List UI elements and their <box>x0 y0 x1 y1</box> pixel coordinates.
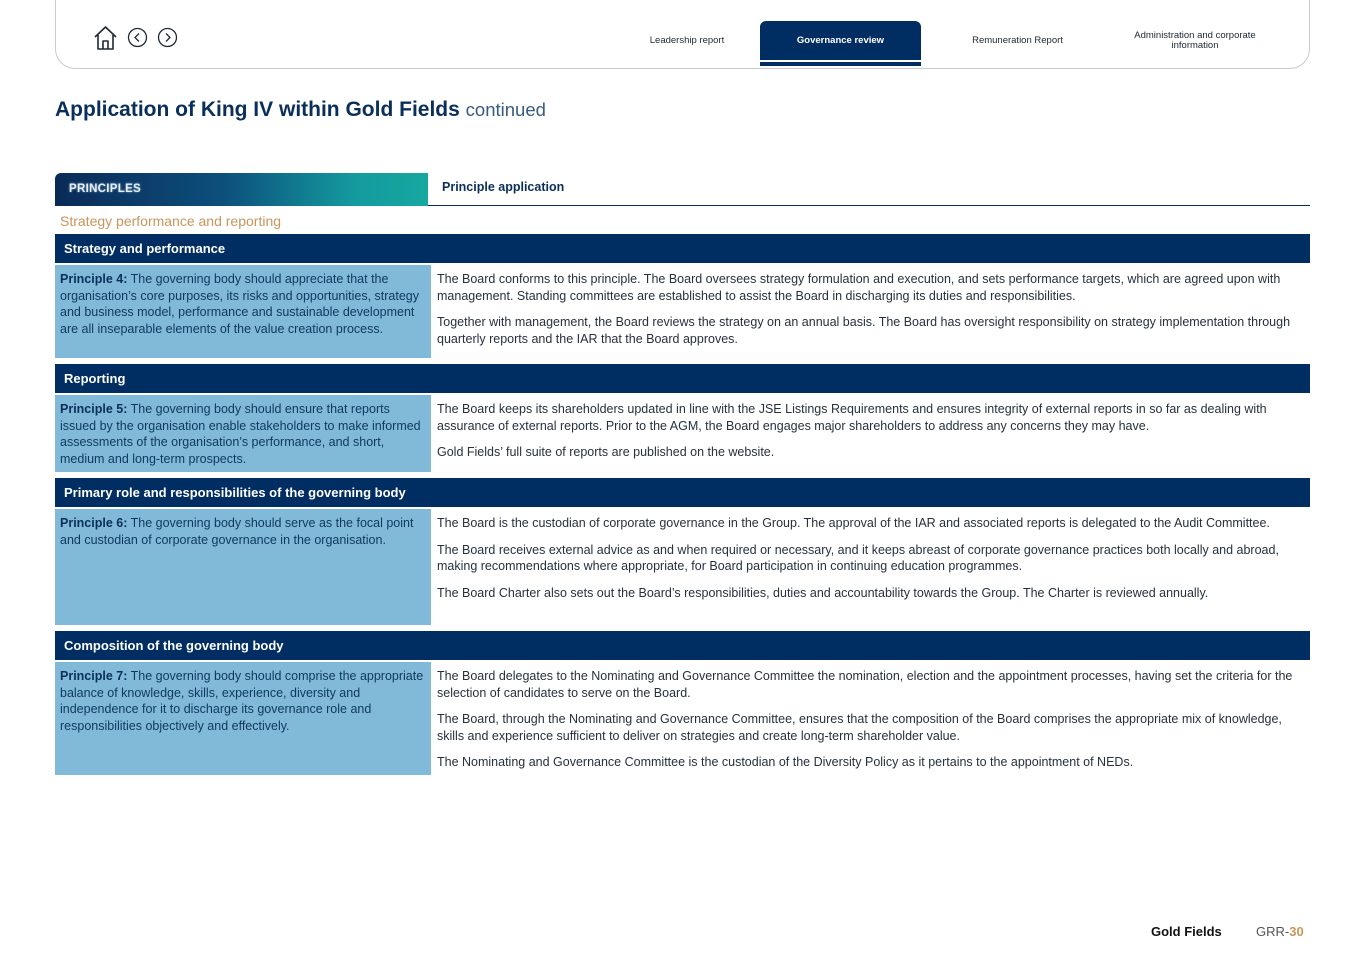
application-paragraph: Together with management, the Board reviews the strategy on an annual basis. The Board has oversight responsibility on strategy implementation through quarterly reports and the IAR that the Board approves. <box>437 315 1291 346</box>
principle-label: Principle 4: <box>60 272 128 286</box>
page-title-suffix: continued <box>465 99 546 120</box>
tab-remuneration-report[interactable]: Remuneration Report <box>972 34 1063 46</box>
principle-label: Principle 5: <box>60 402 128 416</box>
chevron-right-icon[interactable] <box>157 27 178 48</box>
page-prefix: GRR- <box>1256 924 1290 939</box>
group-band: Composition of the governing body <box>55 631 1310 660</box>
principles-header <box>55 173 428 206</box>
group-band: Primary role and responsibilities of the governing body <box>55 478 1310 507</box>
principles-header-label: PRINCIPLES <box>69 183 142 195</box>
application-paragraph: The Nominating and Governance Committee is the custodian of the Diversity Policy as it pertains to the appointment of NEDs. <box>437 755 1134 769</box>
application-paragraph: Gold Fields’ full suite of reports are published on the website. <box>437 445 775 459</box>
page-title-main: Application of King IV within Gold Fields <box>55 98 460 121</box>
group-band: Strategy and performance <box>55 234 1310 263</box>
application-paragraph: The Board delegates to the Nominating and Governance Committee the nomination, election and the appointment processes, having set the criteria for the selection of candidates to serve on the Board. <box>437 669 1293 700</box>
chevron-left-icon[interactable] <box>127 27 148 48</box>
page-title <box>55 98 546 122</box>
section-tabs <box>614 21 1276 66</box>
application-paragraph: The Board conforms to this principle. The Board oversees strategy formulation and execution, and sets performance targets, which are agreed upon with management. Standing committees are established to assist the Board in discharging its duties and responsibilities. <box>437 272 1281 303</box>
principle-text: The governing body should comprise the appropriate balance of knowledge, skills, experience, diversity and independence for it to discharge its governance role and responsibilities objectively and effectively. <box>60 669 424 733</box>
application-cell <box>437 668 1310 781</box>
application-cell <box>437 515 1310 611</box>
group-band: Reporting <box>55 364 1310 393</box>
section-title: Strategy performance and reporting <box>60 213 282 229</box>
principle-label: Principle 6: <box>60 516 128 530</box>
top-navigation <box>55 0 1310 69</box>
application-paragraph: The Board Charter also sets out the Board’s responsibilities, duties and accountability towards the Group. The Charter is reviewed annually. <box>437 585 1209 600</box>
principle-text: The governing body should serve as the focal point and custodian of corporate governance in the organisation. <box>60 516 414 547</box>
page-number <box>1256 924 1304 939</box>
application-paragraph: The Board, through the Nominating and Governance Committee, ensures that the composition of the Board comprises the appropriate mix of knowledge, skills and experience sufficient to deliver on strategies and create long-term shareholder value. <box>437 712 1282 743</box>
principle-application-header: Principle application <box>442 180 565 194</box>
tab-governance-review[interactable]: Governance review <box>760 21 921 60</box>
footer-brand: Gold Fields <box>1151 924 1222 939</box>
principle-label: Principle 7: <box>60 669 128 683</box>
principle-text: The governing body should appreciate that the organisation’s core purposes, its risks and opportunities, strategy and business model, performance and sustainable development are all inseparable elements of the value creation process. <box>60 272 419 336</box>
page-number-value: 30 <box>1289 924 1304 939</box>
principle-cell <box>55 509 431 625</box>
tab-leadership-report[interactable]: Leadership report <box>649 34 725 46</box>
principle-cell <box>55 265 431 358</box>
tab-administration-corporate-information[interactable]: Administration and corporate information <box>1134 29 1256 51</box>
application-paragraph: The Board receives external advice as and when required or necessary, and it keeps abreast of corporate governance practices both locally and abroad, making recommendations where appropriate, for Board participation in continuing education programmes. <box>437 542 1279 573</box>
application-paragraph: The Board keeps its shareholders updated in line with the JSE Listings Requirements and ensures integrity of external reports in so far as dealing with assurance of external reports. Prior to the AGM, the Board engages major shareholders to address any concerns they may have. <box>437 402 1267 433</box>
nav-icon-group <box>92 24 187 51</box>
home-icon[interactable] <box>92 24 119 51</box>
principle-text: The governing body should ensure that reports issued by the organisation enable stakeholders to make informed assessments of the organisation’s performance, and short, medium and long-term prospects. <box>60 402 421 466</box>
application-paragraph: The Board is the custodian of corporate governance in the Group. The approval of the IAR and associated reports is delegated to the Audit Committee. <box>437 516 1270 530</box>
principle-cell <box>55 662 431 775</box>
principle-cell <box>55 395 431 472</box>
application-cell <box>437 271 1310 357</box>
application-cell <box>437 401 1310 471</box>
header-divider <box>428 205 1310 206</box>
